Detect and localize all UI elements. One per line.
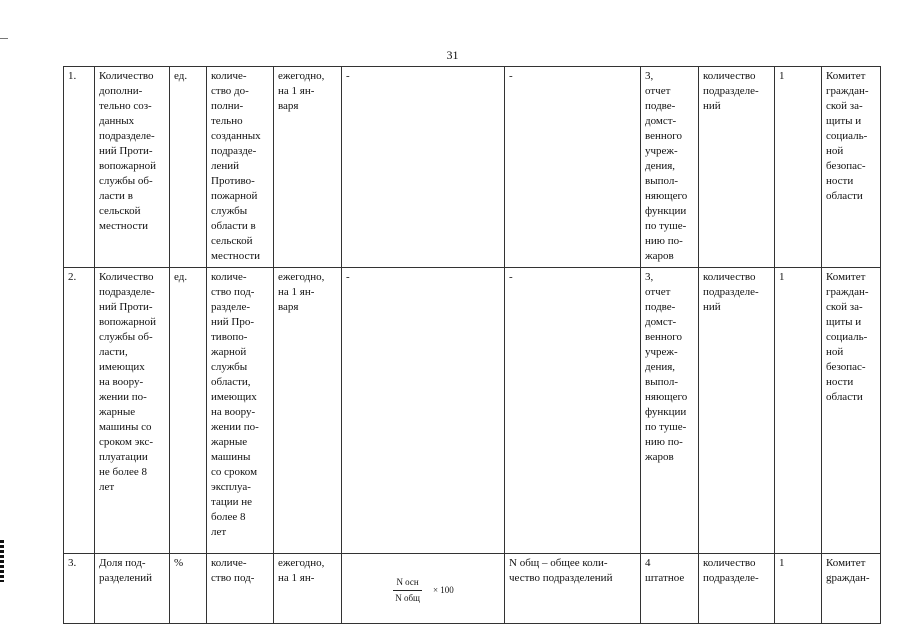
table-row — [64, 554, 881, 624]
indicator-name-cell: Количество дополни- тельно соз- данных подразделе- ний Проти- вопожарной службы об- ласти в сельской местности — [95, 67, 170, 268]
basic-indicators-cell: - — [505, 268, 641, 554]
scan-edge-mark — [0, 38, 8, 39]
coverage-cell: 1 — [775, 268, 822, 554]
indicator-name-cell: Доля под- разделений — [95, 554, 170, 624]
row-number-cell: 3. — [64, 554, 95, 624]
collection-method-cell: 4 штатное — [641, 554, 699, 624]
definition-cell: количе- ство под- разделе- ний Про- тивопо- жарной службы области, имеющих на воору- жении по- жарные машины со сроком эксплуа- тации не более 8 лет — [207, 268, 274, 554]
formula-numerator: N осн — [393, 575, 421, 591]
table-row — [64, 268, 881, 554]
formula-fraction — [392, 575, 423, 606]
responsible-cell: Комитет граждан- ской за- щиты и социаль- ной безопас- ности области — [822, 268, 881, 554]
responsible-cell: Комитет gраждан- — [822, 554, 881, 624]
definition-cell: количе- ство до- полни- тельно созданных подразде- лений Противо- пожарной службы области в сельской местности — [207, 67, 274, 268]
row-number-cell: 1. — [64, 67, 95, 268]
formula-multiplier: × 100 — [432, 585, 454, 595]
collection-method-cell: 3, отчет подве- домст- венного учреж- дения, выпол- няющего функции по туше- нию по- жаров — [641, 67, 699, 268]
row-number-cell: 2. — [64, 268, 95, 554]
responsible-cell: Комитет граждан- ской за- щиты и социаль- ной безопас- ности области — [822, 67, 881, 268]
indicators-table — [63, 66, 881, 624]
definition-cell: количе- ство под- — [207, 554, 274, 624]
formula-cell: - — [342, 67, 505, 268]
frequency-cell: ежегодно, на 1 ян- варя — [274, 67, 342, 268]
coverage-cell: 1 — [775, 554, 822, 624]
formula-cell: - — [342, 268, 505, 554]
unit-cell: % — [170, 554, 207, 624]
frequency-cell: ежегодно, на 1 ян- — [274, 554, 342, 624]
unit-cell: ед. — [170, 67, 207, 268]
unit-cell: ед. — [170, 268, 207, 554]
observation-object-cell: количество подразделе- ний — [699, 268, 775, 554]
scan-barcode-mark — [0, 540, 4, 582]
indicator-name-cell: Количество подразделе- ний Проти- вопожарной службы об- ласти, имеющих на воору- жении по- жарные машины со сроком экс- плуатации не более 8 лет — [95, 268, 170, 554]
table-row — [64, 67, 881, 268]
observation-object-cell: количество подразделе- — [699, 554, 775, 624]
observation-object-cell: количество подразделе- ний — [699, 67, 775, 268]
coverage-cell: 1 — [775, 67, 822, 268]
formula-cell — [342, 554, 505, 624]
collection-method-cell: 3, отчет подве- домст- венного учреж- дения, выпол- няющего функции по туше- нию по- жаров — [641, 268, 699, 554]
frequency-cell: ежегодно, на 1 ян- варя — [274, 268, 342, 554]
basic-indicators-cell: - — [505, 67, 641, 268]
formula-expression — [346, 571, 500, 606]
basic-indicators-cell: N общ – общее коли- чество подразделений — [505, 554, 641, 624]
formula-denominator: N общ — [395, 593, 420, 603]
page-number: 31 — [446, 48, 459, 62]
